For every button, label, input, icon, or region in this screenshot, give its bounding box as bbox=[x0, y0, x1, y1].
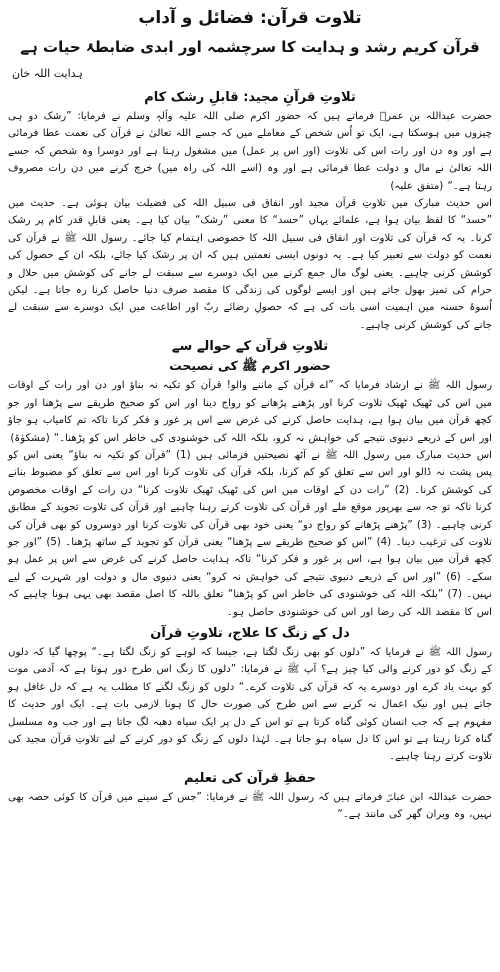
section-memorization bbox=[8, 769, 492, 824]
body-paragraph: حضرت عبداللہ ابن عباسؓ فرماتے ہیں کہ رسول اللہ ﷺ نے فرمایا: ”جس کے سینے میں قرآن کا کوئی حصہ بھی نہیں، وہ ویران گھر کی مانند ہے۔“ bbox=[8, 791, 492, 821]
body-paragraph: رسول اللہ ﷺ نے فرمایا کہ ”دلوں کو بھی زنگ لگتا ہے، جیسا کہ لوہے کو زنگ لگتا ہے۔“ پوچھا گیا کہ دلوں کے زنگ کو دور کرنے والی کیا چیز ہے؟ آپ ﷺ نے فرمایا: ”دلوں کا زنگ اس طرح دور ہوتا ہے کہ آدمی موت کو بہت یاد کرے اور دوسرے یہ کہ قرآن کی تلاوت کرے۔“ دلوں کو زنگ لگنے کا مطلب یہ ہے کہ دل غافل ہو جاتے ہیں اور نیک اعمال نہ کرنے سے اس طرح کی صورت حال کا ہونا لازمی بات ہے۔ ایک اور حدیث کا مفہوم ہے کہ جب انسان کوئی گناہ کرتا ہے تو اس کے دل پر ایک سیاہ دھبہ لگ جاتا ہے اور جب وہ مسلسل گناہ کرتا رہتا ہے تو اس کا دل سیاہ ہو جاتا ہے۔ لہٰذا دلوں کے زنگ کو دور کرنے کے لیے تلاوتِ قرآن مجید کی تلاوت کرتے رہنا چاہیے۔ bbox=[8, 646, 492, 763]
section-subheading: حضور اکرم ﷺ کی نصیحت bbox=[169, 358, 331, 374]
section-heart-rust bbox=[8, 624, 492, 766]
body-paragraph: رسول اللہ ﷺ نے ارشاد فرمایا کہ ”اے قرآن کے ماننے والو! قرآن کو تکیہ نہ بناؤ اور دن اور رات کے اوقات میں اس کی ٹھیک ٹھیک تلاوت کرنا اور پڑھنے پڑھانے کو رواج دینا اور اس کو صحیح طریقے سے پڑھنا اور جو کچھ قرآن میں بیان ہوا ہے، ہدایت حاصل کرنے کی غرض سے اس پر غور و فکر کرنا تاکہ تم کامیاب ہو جاؤ اور اس کے ذریعے دنیوی نتیجے کی خواہش نہ کرو، بلکہ اللہ کی خوشنودی کی خاطر اس کو پڑھنا۔“ (مشکوٰۃ) bbox=[8, 380, 492, 444]
body-paragraph: اس حدیث مبارک میں تلاوتِ قرآن مجید اور انفاق فی سبیل اللہ کی فضیلت بیان ہوئی ہے۔ حدیث میں ”حسد“ کا لفظ بیان ہوا ہے، علمائے یہاں ”حسد“ کا معنی ”رشک“ بیان کیا ہے۔ یعنی قابلِ قدر کام پر رشک کرنا۔ یہ کہ قرآن کی تلاوت اور انفاق فی سبیل اللہ کا خصوصی اہتمام کیا جائے۔ رسول اللہ ﷺ نے قرآن کی نعمت کو دولت سے تعبیر کیا ہے۔ یہ دونوں ایسی نعمتیں ہیں کہ ان پر رشک کیا جائے، بلکہ ان کے حصول کی کوشش کرنی چاہیے۔ یعنی لوگ مال جمع کرنے میں ایک دوسرے سے سبقت لے جانے کی کوشش میں حلال و حرام کی تمیز بھول جاتے ہیں اور ایسے لوگوں کی زندگی کا مقصد صرف دنیا حاصل کرنا رہ جاتا ہے۔ لیکن اُسوۂ حسنہ میں اہمیت اسی بات کی ہے کہ حصولِ رضائے ربّ اور اطاعت میں ایک دوسرے سے سبقت لے جانے کی کوشش کرنی چاہیے۔ bbox=[8, 198, 492, 331]
section-reading-virtue bbox=[8, 88, 492, 334]
section-prophet-advice bbox=[8, 337, 492, 621]
article-title: تلاوت قرآن: فضائل و آداب bbox=[138, 8, 362, 28]
body-paragraph: اس حدیث مبارک میں رسول اللہ ﷺ نے آٹھ نصیحتیں فرمائی ہیں (1) ”قرآن کو تکیہ نہ بناؤ“ یعنی اس کو پس پشت نہ ڈالو اور اس سے تعلق کو کم کرنا، بلکہ قرآن کی تلاوت کرنا اور اس سے تعلق کو مضبوط بنانے کی کوشش کرنا۔ (2) ”رات دن کے اوقات میں اس کی ٹھیک ٹھیک تلاوت کرنا“ دن رات کے اوقات مخصوص کرنا تاکہ تو جہ سے بھرپور موقع ملے اور قرآن کی تلاوت کرتے رہنا چاہیے اور قرآن کی تلاوت تجوید کے مطابق کرنی چاہیے۔ (3) ”پڑھنے پڑھانے کو رواج دو“ یعنی خود بھی قرآن کی تلاوت کرنا اور دوسروں کو بھی قرآن کی تلاوت کی ترغیب دینا۔ (4) ”اس کو صحیح طریقے سے پڑھنا“ یعنی قرآن کو تجوید کے ساتھ پڑھنا۔ (5) ”اور جو کچھ قرآن میں بیان ہوا ہے، اس پر غور و فکر کرنا“ تاکہ ہدایت حاصل کرنے کی غرض سے اس پر عمل ہو سکے۔ (6) ”اور اس کے ذریعے دنیوی نتیجے کی خواہش نہ کرو“ یعنی دنیوی مال و دولت اور شہرت کے لیے نہیں۔ (7) ”بلکہ اللہ کی خوشنودی کی خاطر اس کو پڑھنا“ تعلق باللہ کا اصل مقصد بھی یہی ہونا چاہیے کہ اس کا مقصد اللہ کی رضا اور اس کی خوشنودی حاصل ہو۔ bbox=[8, 449, 493, 618]
body-paragraph: حضرت عبداللہ بن عمرؓ فرماتے ہیں کہ حضور اکرم صلی اللہ علیہ وآلہٖ وسلم نے فرمایا: ”رشک دو ہی چیزوں میں ہوسکتا ہے، ایک تو اُس شخص کے معاملے میں کہ جسے اللہ تعالیٰ نے قرآن کی نعمت عطا فرمائی ہے اور وہ دن اور رات اس کی تلاوت (اور اس پر عمل) میں مشغول رہتا ہے اور دوسرا وہ شخص کہ جسے اللہ تعالیٰ نے مال و دولت عطا فرمائی ہے اور وہ (اسے اللہ کی راہ میں) خرچ کرنے میں دن رات مصروف رہتا ہے۔“ (متفق علیہ) bbox=[8, 111, 492, 192]
article-subtitle: قرآن کریم رشد و ہدایت کا سرچشمہ اور ابدی ضابطۂ حیات ہے bbox=[20, 38, 480, 56]
section-heading: تلاوتِ قرآنِ مجید: قابلِ رشک کام bbox=[144, 90, 356, 105]
section-heading: حفظِ قرآن کی تعلیم bbox=[183, 770, 317, 786]
section-heading: دل کے زنگ کا علاج، تلاوتِ قرآن bbox=[150, 625, 350, 641]
author-name: ہدایت اللہ خان bbox=[12, 67, 83, 80]
section-heading: تلاوتِ قرآن کے حوالے سے bbox=[171, 339, 329, 355]
author-line bbox=[12, 66, 488, 82]
